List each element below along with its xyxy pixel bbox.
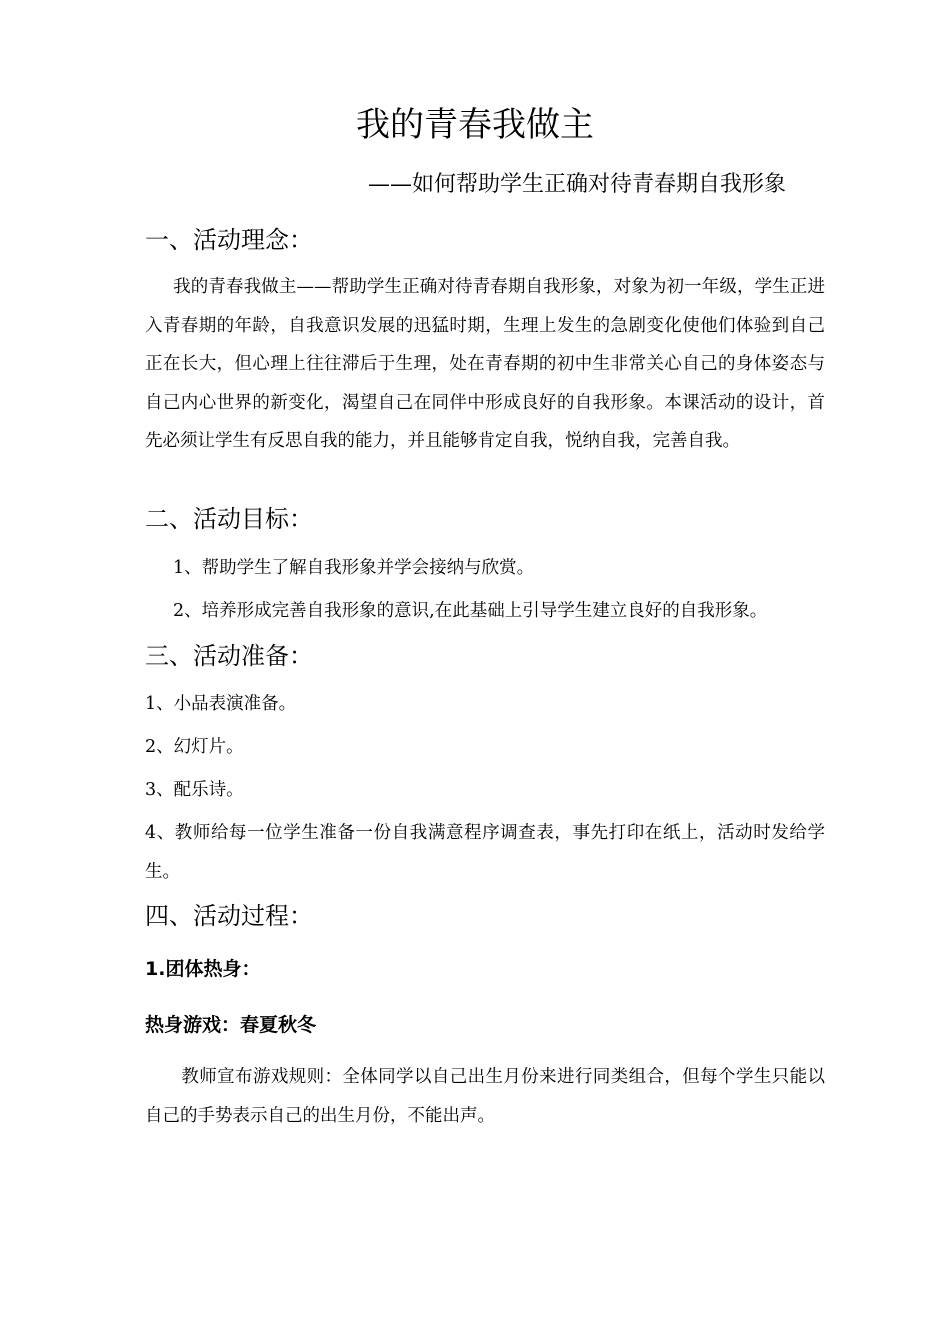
game-rule-paragraph <box>145 1058 825 1135</box>
game-rule-text: 教师宣布游戏规则：全体同学以自己出生月份来进行同类组合，但每个学生只能以自己的手势表示自己的出生月份，不能出声。 <box>145 1067 825 1126</box>
step-heading-warmup: 1.团体热身： <box>145 958 261 980</box>
prep-item-4: 4、教师给每一位学生准备一份自我满意程序调查表，事先打印在纸上，活动时发给学生。 <box>145 823 825 882</box>
prep-item-1: 1、小品表演准备。 <box>145 694 297 714</box>
document-subtitle: ——如何帮助学生正确对待青春期自我形象 <box>368 172 787 197</box>
goal-item-1: 1、帮助学生了解自我形象并学会接纳与欣赏。 <box>173 558 535 578</box>
section-heading-concept: 一、活动理念： <box>145 226 313 254</box>
document-title: 我的青春我做主 <box>356 105 594 145</box>
concept-paragraph <box>145 268 825 461</box>
concept-paragraph-text: 我的青春我做主——帮助学生正确对待青春期自我形象，对象为初一年级，学生正进入青春期的年龄，自我意识发展的迅猛时期，生理上发生的急剧变化使他们体验到自己正在长大，但心理上往往滞后于生理，处在青春期的初中生非常关心自己的身体姿态与自己内心世界的新变化，渴望自己在同伴中形成良好的自我形象。本课活动的设计，首先必须让学生有反思自我的能力，并且能够肯定自我，悦纳自我，完善自我。 <box>145 277 825 451</box>
prep-item-3: 3、配乐诗。 <box>145 780 244 800</box>
section-heading-goals: 二、活动目标： <box>145 505 313 533</box>
section-heading-process: 四、活动过程： <box>145 902 313 930</box>
section-heading-preparation: 三、活动准备： <box>145 642 313 670</box>
prep-item-2: 2、幻灯片。 <box>145 737 244 757</box>
goal-item-2: 2、培养形成完善自我形象的意识,在此基础上引导学生建立良好的自我形象。 <box>173 601 768 621</box>
game-heading: 热身游戏：春夏秋冬 <box>145 1014 317 1036</box>
